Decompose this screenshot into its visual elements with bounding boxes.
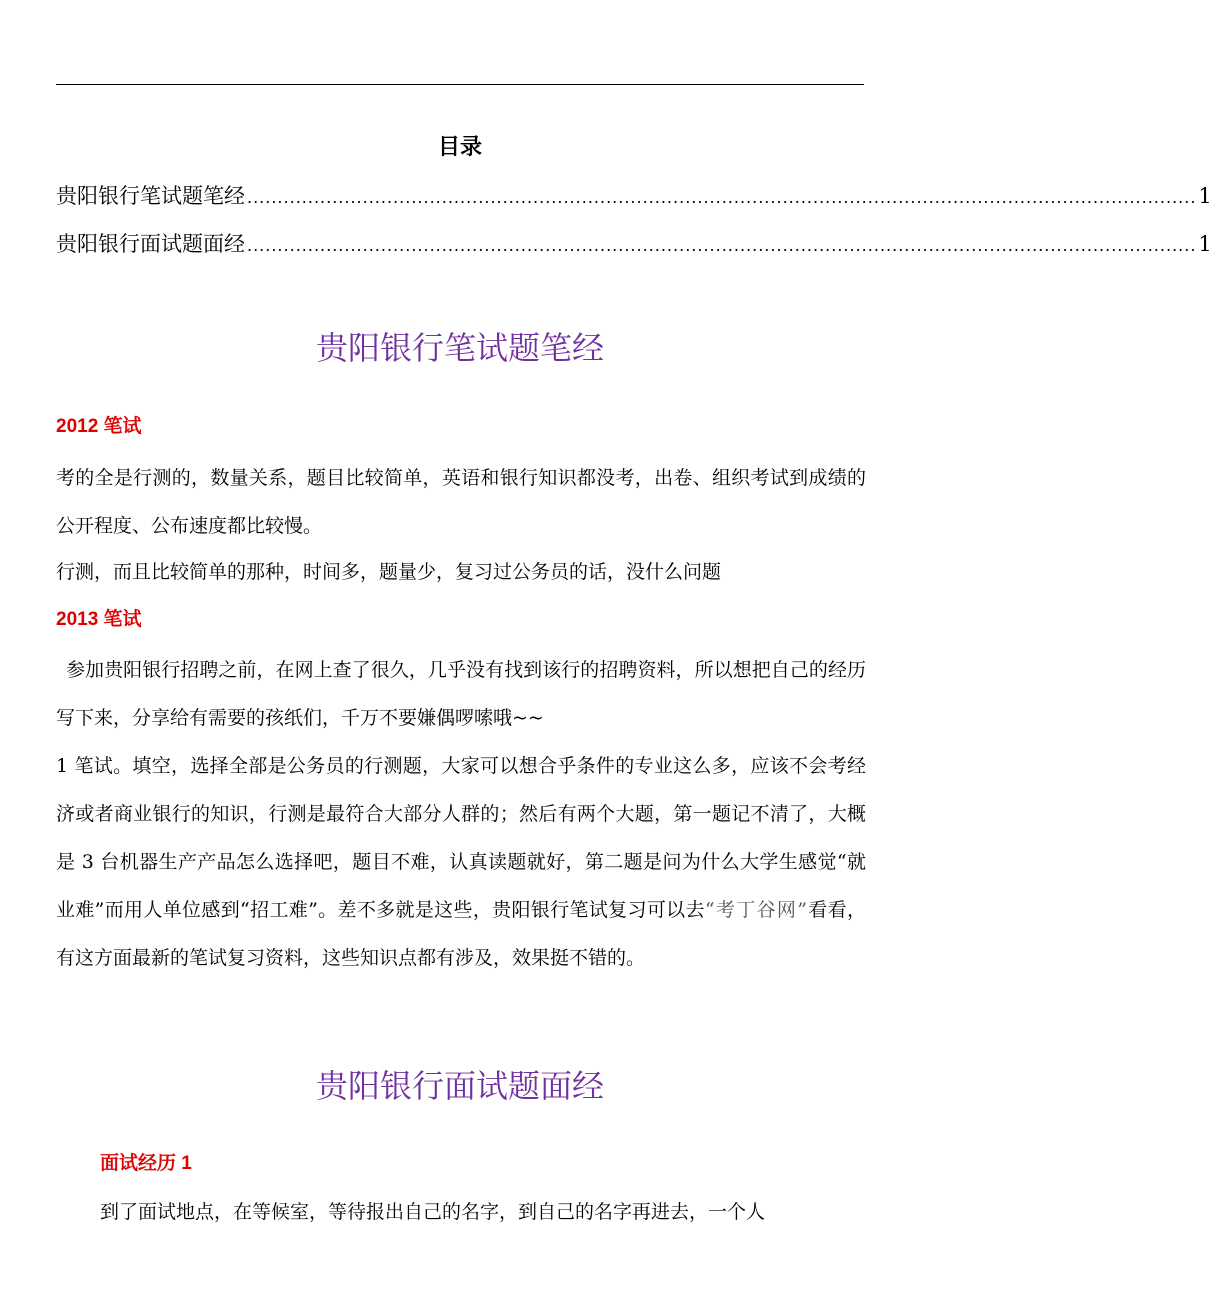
paragraph-text: 1 笔试。填空，选择全部是公务员的行测题，大家可以想合乎条件的专业这么多，应该不会考经济或者商业银行的知识，行测是最符合大部分人群的；然后有两个大题，第一题记不清了，大概是 3 台机器生产产品怎么选择吧，题目不难，认真读题就好，第二题是问为什么大学生感觉“就业难”而用人单位感到“招工难”。差不多就是这些，贵阳银行笔试复习可以去: [56, 755, 866, 921]
toc-entry-text: 贵阳银行面试题面经: [56, 232, 245, 256]
toc-leader-dots: ............................................................................................................................................................: [247, 188, 1197, 207]
paragraph-2012-2: 行测，而且比较简单的那种，时间多，题量少，复习过公务员的话，没什么问题: [56, 561, 722, 583]
toc-title: 目录: [437, 134, 482, 160]
toc-page-number: 1: [1198, 184, 1212, 208]
toc-entry-interview[interactable]: [56, 228, 1212, 260]
section-title-written-exam: 贵阳银行笔试题笔经: [315, 329, 604, 367]
subheading-2013-exam: 2013 笔试: [56, 609, 142, 630]
watermark-site-name: “考丁谷网”: [704, 899, 808, 921]
paragraph-2013-details: [56, 742, 866, 1030]
toc-page-number: 1: [1198, 232, 1212, 256]
toc-entry-written-exam[interactable]: [56, 180, 1212, 212]
paragraph-text: 看看，有这方面最新的笔试复习资料，这些知识点都有涉及，效果挺不错的。: [56, 899, 866, 969]
paragraph-interview-1: 到了面试地点，在等候室，等待报出自己的名字，到自己的名字再进去，一个人: [100, 1201, 766, 1223]
toc-entry-text: 贵阳银行笔试题笔经: [56, 184, 245, 208]
paragraph-2012-1: 考的全是行测的，数量关系，题目比较简单，英语和银行知识都没考，出卷、组织考试到成绩的公开程度、公布速度都比较慢。: [56, 467, 866, 537]
subheading-interview-1: 面试经历 1: [100, 1153, 192, 1174]
header-rule: [56, 84, 864, 85]
toc-leader-dots: ............................................................................................................................................................: [247, 236, 1197, 255]
subheading-2012-exam: 2012 笔试: [56, 416, 142, 437]
section-title-interview: 贵阳银行面试题面经: [315, 1067, 604, 1105]
paragraph-2013-intro: 参加贵阳银行招聘之前，在网上查了很久，几乎没有找到该行的招聘资料，所以想把自己的经历写下来，分享给有需要的孩纸们，千万不要嫌偶啰嗦哦~~: [56, 659, 866, 729]
